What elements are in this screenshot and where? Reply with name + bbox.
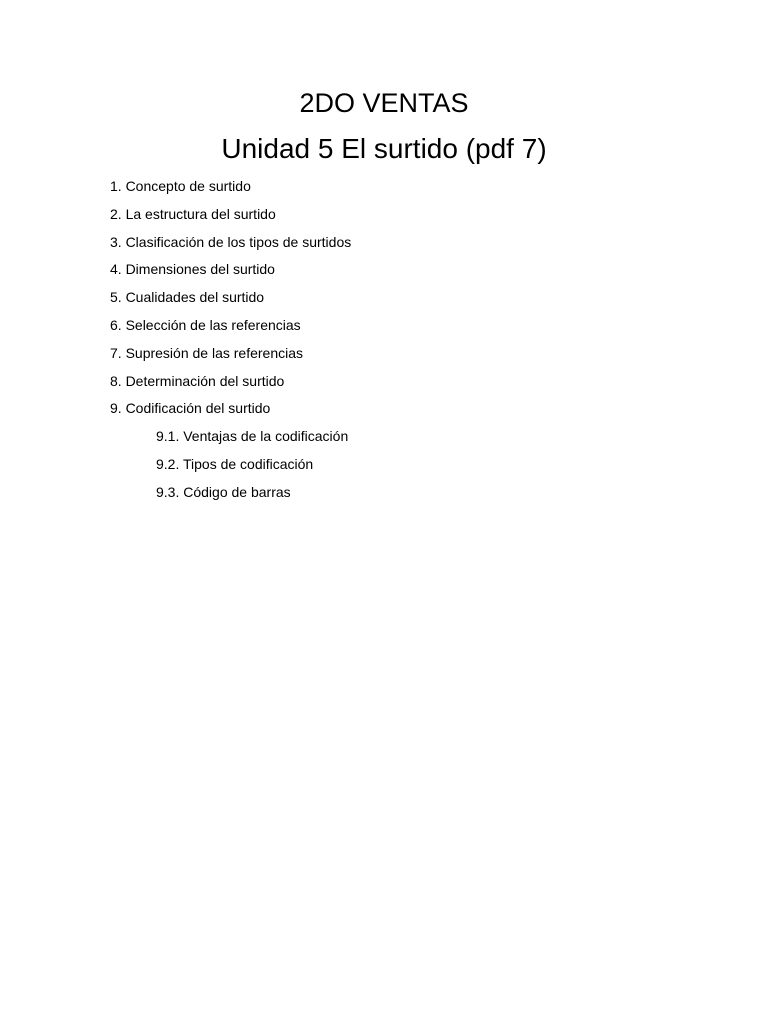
- toc-item: 6. Selección de las referencias: [110, 316, 301, 333]
- toc-item: 7. Supresión de las referencias: [110, 344, 303, 361]
- toc-item: 8. Determinación del surtido: [110, 372, 285, 389]
- toc-subitem: 9.3. Código de barras: [156, 483, 291, 500]
- document-title: 2DO VENTAS: [299, 88, 469, 118]
- toc-subitem: 9.1. Ventajas de la codificación: [156, 428, 349, 445]
- toc-item: 1. Concepto de surtido: [110, 178, 251, 194]
- table-of-contents: [110, 176, 351, 510]
- document-subtitle: Unidad 5 El surtido (pdf 7): [221, 133, 547, 164]
- toc-item: 4. Dimensiones del surtido: [110, 261, 275, 278]
- toc-item: 9. Codificación del surtido: [110, 400, 271, 417]
- toc-item: 5. Cualidades del surtido: [110, 289, 265, 306]
- toc-subitem: 9.2. Tipos de codificación: [156, 455, 314, 472]
- toc-item: 3. Clasificación de los tipos de surtidos: [110, 233, 352, 250]
- toc-item: 2. La estructura del surtido: [110, 205, 276, 222]
